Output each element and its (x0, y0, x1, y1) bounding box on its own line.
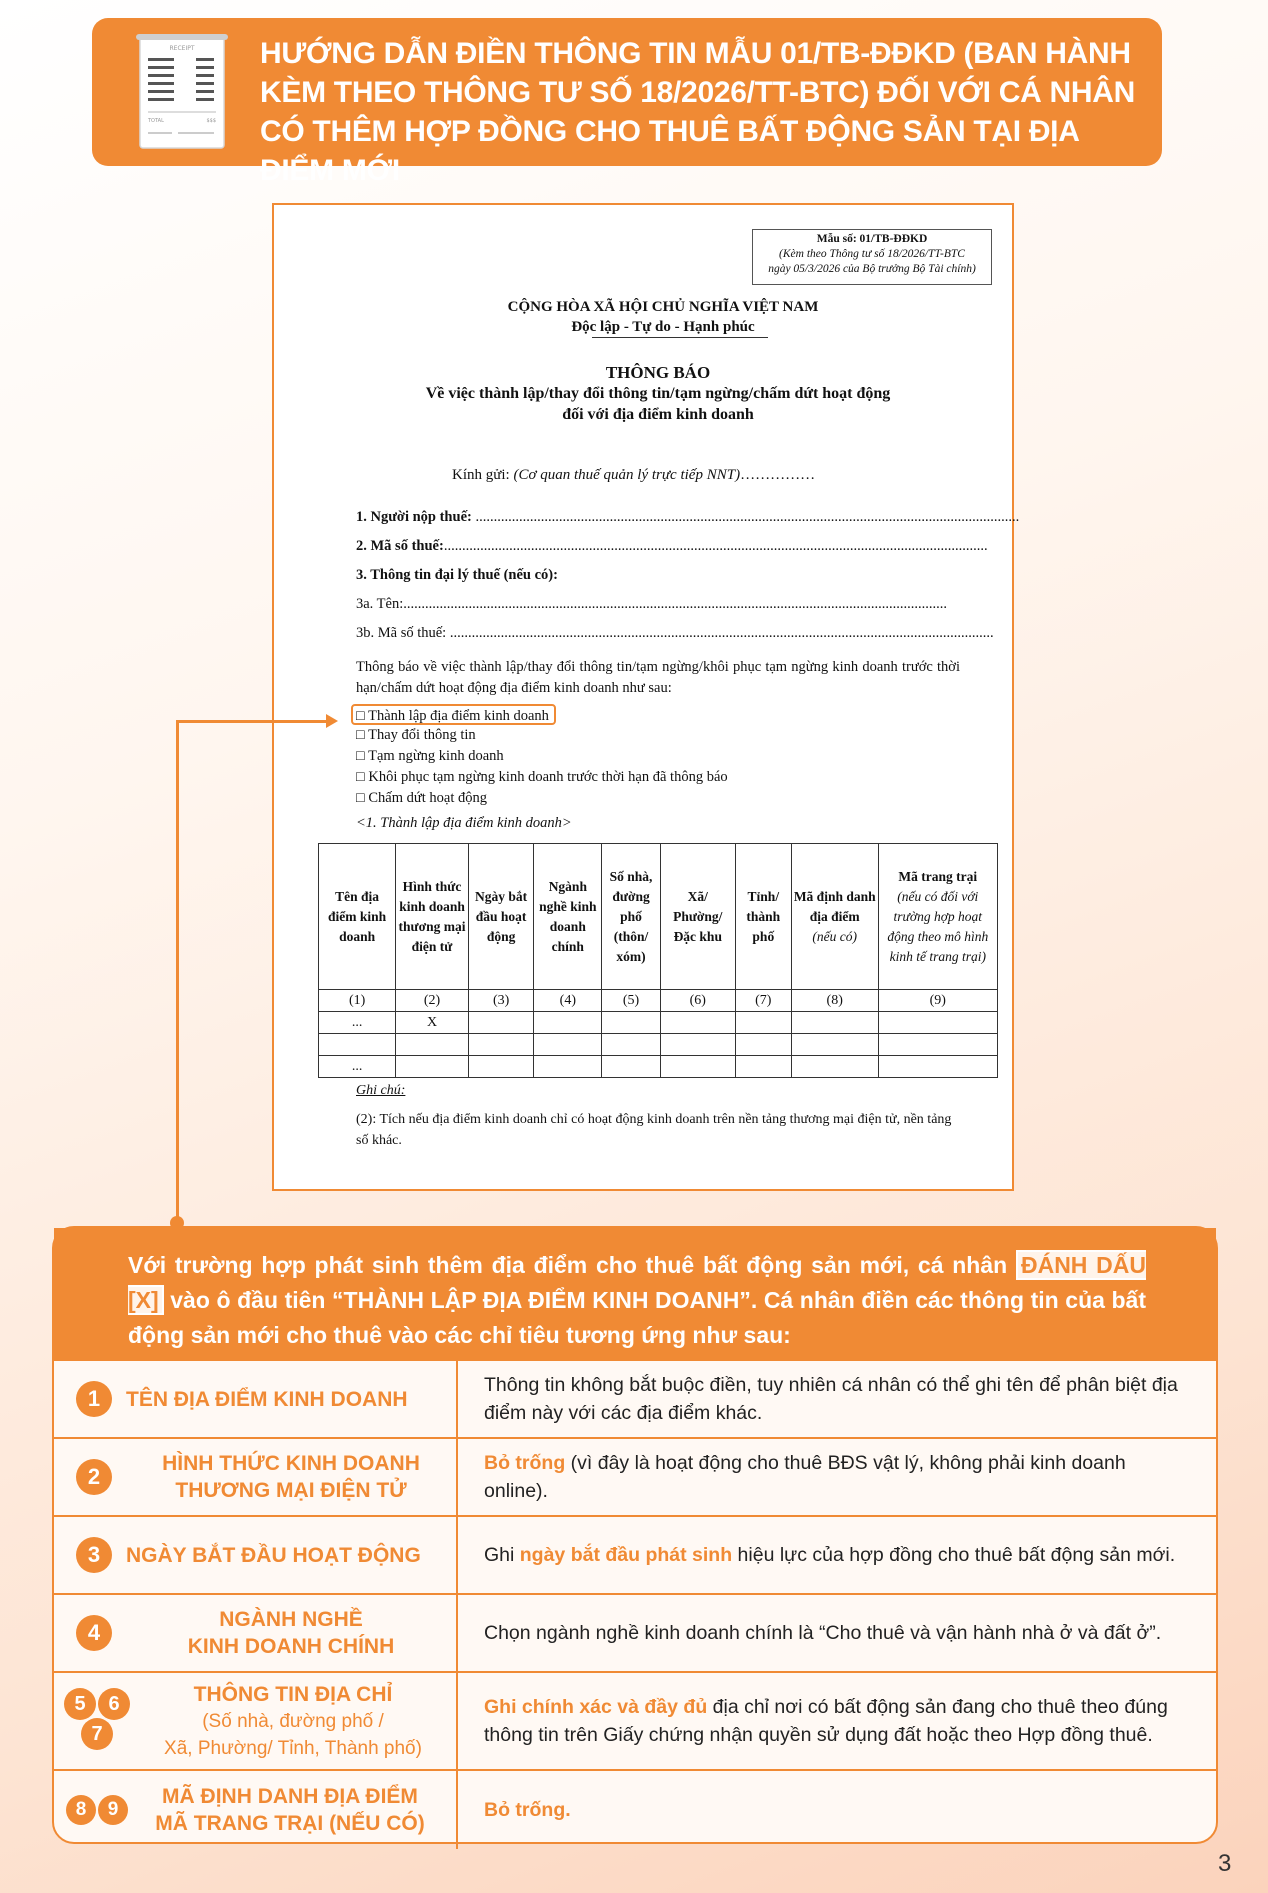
notice-heading (274, 362, 1012, 425)
number-badge: 2 (76, 1459, 112, 1495)
checkbox-change-info[interactable]: □ Thay đổi thông tin (356, 727, 476, 743)
number-badge: 3 (76, 1537, 112, 1573)
table-cell[interactable]: ... (319, 1056, 396, 1078)
row-text-cell (484, 1595, 1184, 1671)
receipt-icon (130, 32, 234, 152)
svg-text:TOTAL: TOTAL (148, 118, 164, 124)
notice-title: THÔNG BÁO (605, 363, 711, 382)
table-cell: (6) (660, 990, 735, 1012)
table-cell[interactable]: X (396, 1012, 469, 1034)
row-text-highlight: Bỏ trống. (484, 1799, 571, 1821)
row-text-highlight: Ghi chính xác và đầy đủ (484, 1696, 708, 1718)
number-badge: 1 (76, 1381, 112, 1417)
instructions-panel (52, 1226, 1218, 1844)
number-badge: 6 (98, 1688, 130, 1720)
header-cell-main: Mã trang trại (898, 868, 978, 884)
intro-text: vào ô đầu tiên “THÀNH LẬP ĐỊA ĐIỂM KINH DOANH”. Cá nhân điền các thông tin của bất động sản mới cho thuê vào các chỉ tiêu tương ứng như sau: (128, 1287, 1146, 1348)
table-cell[interactable] (396, 1034, 469, 1056)
row-text: Thông tin không bắt buộc điền, tuy nhiên cá nhân có thể ghi tên để phân biệt địa điểm này với các địa điểm khác. (484, 1374, 1178, 1424)
header-cell-note: (nếu có) (812, 928, 858, 944)
table-cell[interactable] (468, 1034, 534, 1056)
row-label-line: NGÀNH NGHỀ (219, 1608, 363, 1631)
table-cell[interactable] (660, 1056, 735, 1078)
row-label: NGÀY BẮT ĐẦU HOẠT ĐỘNG (126, 1543, 421, 1567)
note-text: (2): Tích nếu địa điểm kinh doanh chỉ có hoạt động kinh doanh trên nền tảng thương mại điện tử, nền tảng số khác. (356, 1112, 952, 1148)
instruction-row (54, 1595, 1216, 1673)
header-cell: Ngày bắt đầu hoạt động (468, 844, 534, 990)
table-cell[interactable] (602, 1034, 661, 1056)
field-taxpayer (356, 503, 1020, 532)
table-cell[interactable] (602, 1012, 661, 1034)
row-label-cell (54, 1517, 458, 1593)
instruction-rows (54, 1361, 1216, 1849)
table-cell[interactable] (396, 1056, 469, 1078)
field-dots: ...................................................................................................................................................... (475, 509, 1020, 525)
instruction-row (54, 1673, 1216, 1771)
table-cell[interactable] (660, 1034, 735, 1056)
field-dots: ...................................................................................................................................................... (443, 538, 988, 554)
table-row (319, 1012, 998, 1034)
table-cell[interactable] (735, 1034, 791, 1056)
row-text: Chọn ngành nghề kinh doanh chính là “Cho thuê và vận hành nhà ở và đất ở”. (484, 1622, 1162, 1644)
row-label (126, 1450, 456, 1504)
checkbox-list (356, 704, 728, 809)
row-label-cell (54, 1771, 458, 1849)
row-text-body: (vì đây là hoạt động cho thuê BĐS vật lý, không phải kinh doanh online). (484, 1452, 1126, 1502)
location-table (318, 843, 998, 1078)
field-label: 3a. Tên: (356, 596, 404, 612)
svg-text:RECEIPT: RECEIPT (169, 45, 195, 52)
field-dots: ...................................................................................................................................................... (403, 596, 947, 612)
number-badge-group (64, 1688, 130, 1754)
form-code-date: ngày 05/3/2026 của Bộ trưởng Bộ Tài chính) (768, 263, 976, 275)
field-agent-tax-code (356, 619, 994, 648)
table-cell[interactable] (735, 1056, 791, 1078)
field-label: 3. Thông tin đại lý thuế (nếu có): (356, 567, 558, 583)
instruction-row (54, 1361, 1216, 1439)
table-cell[interactable] (878, 1034, 997, 1056)
header-cell: Tỉnh/ thành phố (735, 844, 791, 990)
number-badge: 8 (66, 1795, 96, 1825)
nation-line1: CỘNG HÒA XÃ HỘI CHỦ NGHĨA VIỆT NAM (507, 299, 819, 315)
header-cell (791, 844, 878, 990)
form-code-ref: (Kèm theo Thông tư số 18/2026/TT-BTC (779, 248, 965, 260)
row-label-cell (54, 1595, 458, 1671)
row-label-line: KINH DOANH CHÍNH (187, 1635, 395, 1658)
note-label: Ghi chú: (356, 1083, 406, 1098)
page-number: 3 (1218, 1850, 1232, 1877)
row-label: TÊN ĐỊA ĐIỂM KINH DOANH (126, 1387, 408, 1411)
header-cell: Số nhà, đường phố (thôn/ xóm) (602, 844, 661, 990)
table-cell: (8) (791, 990, 878, 1012)
intro-text: Với trường hợp phát sinh thêm địa điểm cho thuê bất động sản mới, cá nhân (128, 1252, 1016, 1278)
row-text-highlight: ngày bắt đầu phát sinh (519, 1544, 733, 1566)
page-title: HƯỚNG DẪN ĐIỀN THÔNG TIN MẪU 01/TB-ĐĐKD (BAN HÀNH KÈM THEO THÔNG TƯ SỐ 18/2026/TT-BTC) ĐỐI VỚI CÁ NHÂN CÓ THÊM HỢP ĐỒNG CHO THUÊ BẤT ĐỘNG SẢN TẠI ĐỊA ĐIỂM MỚI (260, 37, 1135, 187)
recipient-line (452, 467, 815, 484)
checkbox-terminate[interactable]: □ Chấm dứt hoạt động (356, 790, 487, 806)
row-text-cell (484, 1673, 1184, 1769)
notice-paragraph: Thông báo về việc thành lập/thay đổi thông tin/tạm ngừng/khôi phục tạm ngừng kinh doanh trước thời hạn/chấm dứt hoạt động địa điểm kinh doanh như sau: (356, 659, 960, 696)
svg-text:$$$: $$$ (206, 118, 216, 124)
table-cell[interactable] (602, 1056, 661, 1078)
table-header-row (319, 844, 998, 990)
row-label-line: Xã, Phường/ Tỉnh, Thành phố) (164, 1737, 422, 1759)
header-cell-main: Mã định danh địa điểm (793, 888, 876, 924)
table-cell[interactable] (660, 1012, 735, 1034)
table-row (319, 1034, 998, 1056)
number-badge: 7 (81, 1718, 113, 1750)
field-label: 1. Người nộp thuế: (356, 509, 476, 525)
row-label-line: HÌNH THỨC KINH DOANH (162, 1452, 420, 1475)
row-label-line: MÃ TRANG TRẠI (NẾU CÓ) (155, 1812, 425, 1835)
table-cell[interactable] (791, 1034, 878, 1056)
row-text (484, 1693, 1184, 1749)
field-dots: ...................................................................................................................................................... (449, 625, 994, 641)
table-cell: (7) (735, 990, 791, 1012)
table-cell[interactable] (534, 1056, 602, 1078)
table-cell[interactable] (791, 1056, 878, 1078)
nation-heading (274, 297, 1012, 337)
table-cell[interactable] (735, 1012, 791, 1034)
number-badge: 4 (76, 1615, 112, 1651)
notice-subtitle-1: Về việc thành lập/thay đổi thông tin/tạm ngừng/chấm dứt hoạt động (425, 385, 891, 402)
connector-line (176, 720, 179, 1226)
form-document (272, 203, 1020, 1191)
table-cell: (9) (878, 990, 997, 1012)
panel-intro (128, 1248, 1146, 1353)
row-label (140, 1783, 440, 1837)
row-text-cell (484, 1439, 1184, 1515)
form-code-box (752, 229, 992, 285)
field-label: 2. Mã số thuế: (356, 538, 444, 554)
nation-line2: Độc lập - Tự do - Hạnh phúc (571, 319, 755, 335)
table-cell[interactable] (878, 1012, 997, 1034)
recipient-label: Kính gửi: (452, 467, 514, 483)
row-label-line: MÃ ĐỊNH DANH ĐỊA ĐIỂM (162, 1785, 418, 1808)
table-row (319, 1056, 998, 1078)
connector-line (176, 720, 328, 723)
row-text-body: địa chỉ nơi có bất động sản đang cho thuê theo đúng thông tin trên Giấy chứng nhận quyền sử dụng đất hoặc theo Hợp đồng thuê. (484, 1696, 1168, 1746)
row-label-cell (54, 1361, 458, 1437)
table-cell[interactable]: ... (319, 1012, 396, 1034)
arrow-right-icon (326, 714, 338, 728)
divider (592, 337, 768, 338)
table-cell[interactable] (791, 1012, 878, 1034)
checkbox-establish[interactable]: □ Thành lập địa điểm kinh doanh (351, 704, 556, 725)
row-text (484, 1541, 1175, 1569)
header-cell: Xã/ Phường/ Đặc khu (660, 844, 735, 990)
table-cell: (4) (534, 990, 602, 1012)
row-text-cell (484, 1771, 1184, 1849)
header-cell: Hình thức kinh doanh thương mại điện tử (396, 844, 469, 990)
row-label-line: THÔNG TIN ĐỊA CHỈ (193, 1682, 393, 1706)
header-banner (92, 18, 1162, 187)
panel-header (54, 1228, 1216, 1361)
field-label: 3b. Mã số thuế: (356, 625, 450, 641)
row-text-highlight: Bỏ trống (484, 1452, 566, 1474)
instruction-row (54, 1439, 1216, 1517)
header-cell: Ngành nghề kinh doanh chính (534, 844, 602, 990)
section-label: <1. Thành lập địa điểm kinh doanh> (356, 815, 572, 831)
header-cell-note: (nếu có đối với trường hợp hoạt động theo mô hình kinh tế trang trại) (887, 888, 989, 964)
table-cell: (1) (319, 990, 396, 1012)
checkbox-resume[interactable]: □ Khôi phục tạm ngừng kinh doanh trước thời hạn đã thông báo (356, 769, 728, 785)
table-cell: (5) (602, 990, 661, 1012)
table-cell[interactable] (319, 1034, 396, 1056)
table-cell[interactable] (878, 1056, 997, 1078)
table-index-row (319, 990, 998, 1012)
instruction-row (54, 1771, 1216, 1849)
taxpayer-fields (356, 503, 1020, 648)
instruction-row (54, 1517, 1216, 1595)
notice-subtitle-2: đối với địa điểm kinh doanh (562, 406, 754, 423)
intro-highlight: ĐÁNH DẤU [X] (128, 1252, 1146, 1313)
checkbox-suspend[interactable]: □ Tạm ngừng kinh doanh (356, 748, 504, 764)
row-text-cell (484, 1517, 1184, 1593)
row-text-body: hiệu lực của hợp đồng cho thuê bất động sản mới. (732, 1544, 1176, 1566)
recipient-value: (Cơ quan thuế quản lý trực tiếp NNT) (513, 467, 741, 483)
field-agent-name (356, 590, 956, 619)
table-cell[interactable] (534, 1034, 602, 1056)
table-cell[interactable] (534, 1012, 602, 1034)
number-badge: 5 (64, 1688, 96, 1720)
recipient-dots: …………… (740, 467, 816, 483)
row-text-body: Ghi (484, 1544, 520, 1566)
row-text (484, 1449, 1184, 1505)
row-label-cell (54, 1439, 458, 1515)
row-label (138, 1681, 448, 1762)
table-cell[interactable] (468, 1012, 534, 1034)
table-cell: (3) (468, 990, 534, 1012)
field-tax-code (356, 532, 988, 561)
number-badge: 9 (98, 1795, 128, 1825)
table-cell: (2) (396, 990, 469, 1012)
header-cell: Tên địa điểm kinh doanh (319, 844, 396, 990)
row-label-line: (Số nhà, đường phố / (202, 1710, 384, 1732)
row-text-cell (484, 1361, 1184, 1437)
row-label (126, 1606, 456, 1660)
field-agent (356, 561, 956, 590)
header-cell (878, 844, 997, 990)
row-label-line: THƯƠNG MẠI ĐIỆN TỬ (175, 1479, 407, 1502)
row-label-cell (54, 1673, 458, 1769)
table-cell[interactable] (468, 1056, 534, 1078)
form-code: Mẫu số: 01/TB-ĐĐKD (816, 233, 928, 245)
